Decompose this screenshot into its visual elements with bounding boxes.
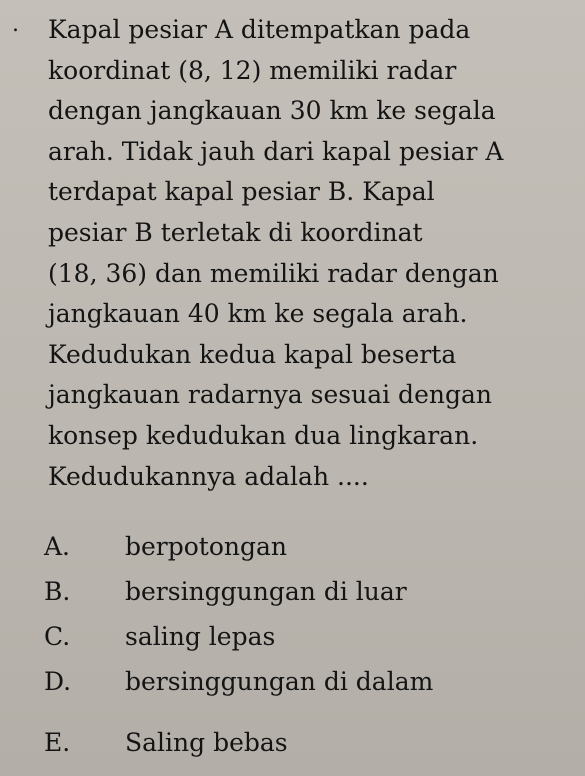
option-letter: C. bbox=[44, 622, 71, 651]
question-line: Kedudukan kedua kapal beserta bbox=[48, 339, 457, 369]
question-line: arah. Tidak jauh dari kapal pesiar A bbox=[48, 136, 504, 166]
question-line: Kedudukannya adalah .... bbox=[48, 461, 369, 491]
option-text: bersinggungan di dalam bbox=[125, 667, 434, 696]
option-e[interactable] bbox=[44, 720, 564, 765]
option-letter: D. bbox=[44, 667, 72, 696]
question-line: jangkauan radarnya sesuai dengan bbox=[48, 380, 492, 410]
question-line: dengan jangkauan 30 km ke segala bbox=[48, 96, 496, 126]
option-text: bersinggungan di luar bbox=[125, 577, 407, 606]
question-text bbox=[48, 10, 570, 497]
option-b[interactable] bbox=[44, 569, 564, 614]
option-text: saling lepas bbox=[125, 622, 276, 651]
question-line: pesiar B terletak di koordinat bbox=[48, 217, 423, 247]
question-line: konsep kedudukan dua lingkaran. bbox=[48, 420, 479, 450]
bullet-dot: . bbox=[12, 12, 19, 37]
question-line: (18, 36) dan memiliki radar dengan bbox=[48, 258, 499, 288]
option-letter: B. bbox=[44, 577, 71, 606]
option-letter: E. bbox=[44, 728, 71, 757]
question-line: Kapal pesiar A ditempatkan pada bbox=[48, 15, 471, 44]
option-text: berpotongan bbox=[125, 532, 288, 561]
option-text: Saling bebas bbox=[125, 728, 288, 757]
question-line: koordinat (8, 12) memiliki radar bbox=[48, 55, 457, 85]
question-line: terdapat kapal pesiar B. Kapal bbox=[48, 177, 435, 207]
question-line: jangkauan 40 km ke segala arah. bbox=[48, 299, 468, 329]
option-d[interactable] bbox=[44, 659, 564, 704]
answer-options bbox=[44, 524, 564, 765]
option-a[interactable] bbox=[44, 524, 564, 569]
option-letter: A. bbox=[44, 532, 71, 561]
option-c[interactable] bbox=[44, 614, 564, 659]
